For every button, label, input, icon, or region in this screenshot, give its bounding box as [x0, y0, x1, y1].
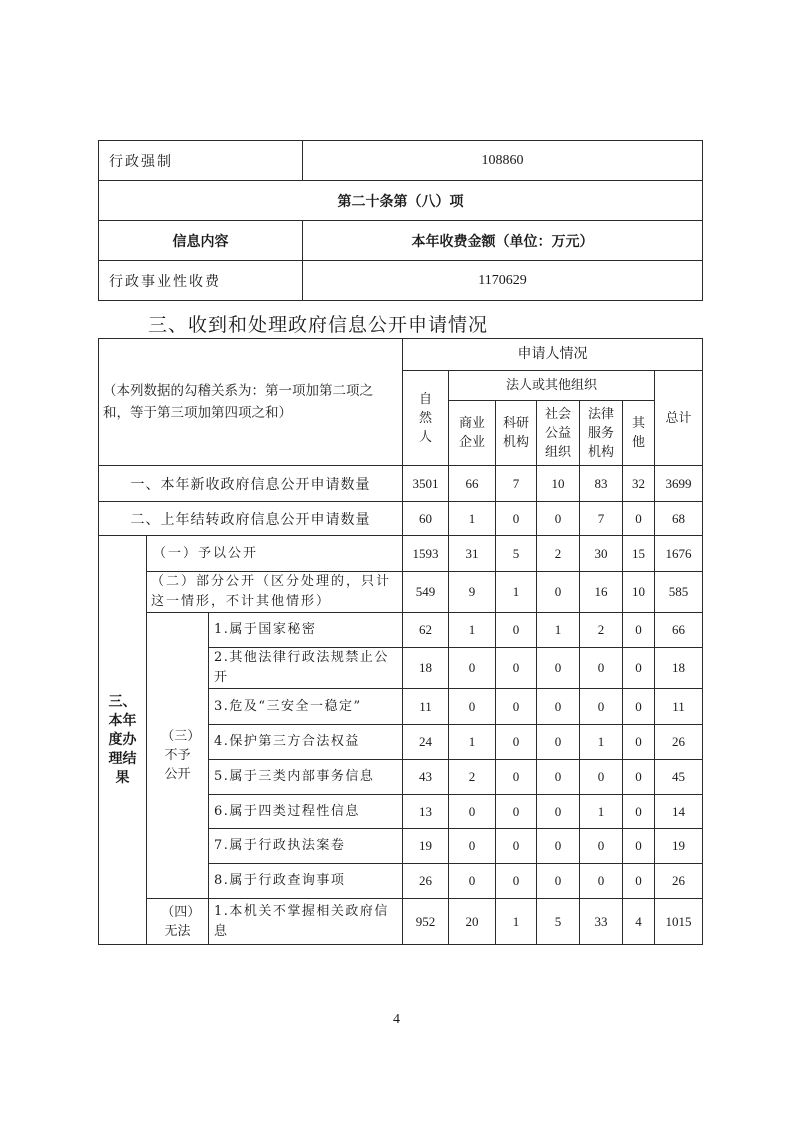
section-title: 三、收到和处理政府信息公开申请情况 — [148, 314, 489, 336]
cell: 0 — [537, 502, 580, 536]
cell: 1 — [496, 572, 537, 613]
row-value: 108860 — [303, 141, 703, 181]
cell: 5 — [537, 899, 580, 945]
cell: 0 — [537, 864, 580, 899]
row-label: 行政强制 — [99, 141, 303, 181]
table-row — [99, 466, 703, 502]
group-label: 三、本年度办理结果 — [99, 536, 147, 945]
cell: 585 — [655, 572, 703, 613]
cell: 66 — [655, 613, 703, 648]
cell: 0 — [580, 829, 623, 864]
cell: 0 — [537, 689, 580, 725]
row-label: 二、上年结转政府信息公开申请数量 — [99, 502, 403, 536]
cell: 0 — [623, 725, 655, 760]
row-label: 6.属于四类过程性信息 — [209, 795, 403, 829]
cell: 32 — [623, 466, 655, 502]
cell: 0 — [449, 829, 496, 864]
cell: 2 — [580, 613, 623, 648]
row-label: 一、本年新收政府信息公开申请数量 — [99, 466, 403, 502]
cell: 0 — [449, 648, 496, 689]
cell: 0 — [537, 760, 580, 795]
row-label: （二）部分公开（区分处理的，只计这一情形，不计其他情形） — [147, 572, 403, 613]
cell: 4 — [623, 899, 655, 945]
table-row — [99, 572, 703, 613]
cell: 10 — [623, 572, 655, 613]
cell: 2 — [449, 760, 496, 795]
row-label: 1.属于国家秘密 — [209, 613, 403, 648]
cell: 11 — [403, 689, 449, 725]
cell: 0 — [537, 795, 580, 829]
column-header: 本年收费金额（单位：万元） — [303, 221, 703, 261]
cell: 26 — [655, 864, 703, 899]
cell: 0 — [623, 829, 655, 864]
table-row — [99, 899, 703, 945]
cell: 9 — [449, 572, 496, 613]
cell: 1015 — [655, 899, 703, 945]
table-row — [99, 502, 703, 536]
cell: 3699 — [655, 466, 703, 502]
column-header: 信息内容 — [99, 221, 303, 261]
cell: 0 — [449, 864, 496, 899]
cell: 0 — [496, 864, 537, 899]
cell: 62 — [403, 613, 449, 648]
cell: 0 — [537, 572, 580, 613]
row-label: 行政事业性收费 — [99, 261, 303, 301]
row-label: 1.本机关不掌握相关政府信息 — [209, 899, 403, 945]
section-row: 第二十条第（八）项 — [99, 181, 703, 221]
cell: 1 — [449, 613, 496, 648]
fee-table — [98, 140, 703, 301]
cell: 1 — [449, 725, 496, 760]
cell: 24 — [403, 725, 449, 760]
cell: 0 — [496, 502, 537, 536]
cell: 0 — [623, 689, 655, 725]
table-row — [99, 536, 703, 572]
cell: 1593 — [403, 536, 449, 572]
natural-person-header: 自然人 — [403, 371, 449, 466]
table-row — [99, 261, 703, 301]
cell: 10 — [537, 466, 580, 502]
cell: 0 — [623, 613, 655, 648]
cell: 68 — [655, 502, 703, 536]
research-header: 科研机构 — [496, 401, 537, 466]
cell: 0 — [537, 829, 580, 864]
table-row — [99, 181, 703, 221]
cell: 0 — [623, 760, 655, 795]
cell: 11 — [655, 689, 703, 725]
cell: 0 — [496, 689, 537, 725]
cell: 1676 — [655, 536, 703, 572]
cell: 0 — [623, 648, 655, 689]
row-label: 8.属于行政查询事项 — [209, 864, 403, 899]
row-label: 4.保护第三方合法权益 — [209, 725, 403, 760]
cell: 0 — [496, 648, 537, 689]
row-value: 1170629 — [303, 261, 703, 301]
cell: 0 — [449, 795, 496, 829]
cell: 3501 — [403, 466, 449, 502]
cell: 0 — [580, 648, 623, 689]
cell: 0 — [580, 760, 623, 795]
applicant-header: 申请人情况 — [403, 339, 703, 371]
cell: 19 — [403, 829, 449, 864]
page-number: 4 — [393, 1012, 400, 1027]
application-table — [98, 338, 703, 945]
row-label: 7.属于行政执法案卷 — [209, 829, 403, 864]
cell: 45 — [655, 760, 703, 795]
table-header-row — [99, 221, 703, 261]
row-label: 2.其他法律行政法规禁止公开 — [209, 648, 403, 689]
cell: 18 — [403, 648, 449, 689]
legal-group-header: 法人或其他组织 — [449, 371, 655, 401]
cell: 7 — [580, 502, 623, 536]
table-row — [99, 141, 703, 181]
cell: 15 — [623, 536, 655, 572]
cell: 0 — [580, 689, 623, 725]
cell: 30 — [580, 536, 623, 572]
cell: 0 — [496, 613, 537, 648]
cell: 14 — [655, 795, 703, 829]
cell: 0 — [496, 795, 537, 829]
cell: 19 — [655, 829, 703, 864]
cell: 26 — [655, 725, 703, 760]
cell: 1 — [580, 725, 623, 760]
other-header: 其他 — [623, 401, 655, 466]
row-label: 5.属于三类内部事务信息 — [209, 760, 403, 795]
cell: 0 — [449, 689, 496, 725]
unable-label: （四）无法 — [147, 899, 209, 945]
cell: 18 — [655, 648, 703, 689]
row-label: 3.危及“三安全一稳定” — [209, 689, 403, 725]
row-label: （一）予以公开 — [147, 536, 403, 572]
cell: 549 — [403, 572, 449, 613]
commercial-header: 商业企业 — [449, 401, 496, 466]
cell: 952 — [403, 899, 449, 945]
cell: 1 — [449, 502, 496, 536]
legal-service-header: 法律服务机构 — [580, 401, 623, 466]
cell: 0 — [496, 725, 537, 760]
cell: 7 — [496, 466, 537, 502]
cell: 16 — [580, 572, 623, 613]
cell: 43 — [403, 760, 449, 795]
cell: 5 — [496, 536, 537, 572]
cell: 0 — [537, 648, 580, 689]
corner-note: （本列数据的勾稽关系为：第一项加第二项之和，等于第三项加第四项之和） — [99, 339, 403, 466]
cell: 83 — [580, 466, 623, 502]
header-row — [99, 339, 703, 371]
cell: 0 — [496, 760, 537, 795]
cell: 0 — [623, 795, 655, 829]
cell: 0 — [623, 502, 655, 536]
cell: 2 — [537, 536, 580, 572]
cell: 31 — [449, 536, 496, 572]
cell: 0 — [537, 725, 580, 760]
cell: 26 — [403, 864, 449, 899]
public-welfare-header: 社会公益组织 — [537, 401, 580, 466]
cell: 1 — [537, 613, 580, 648]
cell: 0 — [623, 864, 655, 899]
cell: 60 — [403, 502, 449, 536]
cell: 1 — [496, 899, 537, 945]
cell: 20 — [449, 899, 496, 945]
cell: 66 — [449, 466, 496, 502]
total-header: 总计 — [655, 371, 703, 466]
not-disclose-label: （三）不予公开 — [147, 613, 209, 899]
cell: 13 — [403, 795, 449, 829]
cell: 0 — [580, 864, 623, 899]
table-row — [99, 613, 703, 648]
cell: 0 — [496, 829, 537, 864]
cell: 33 — [580, 899, 623, 945]
cell: 1 — [580, 795, 623, 829]
